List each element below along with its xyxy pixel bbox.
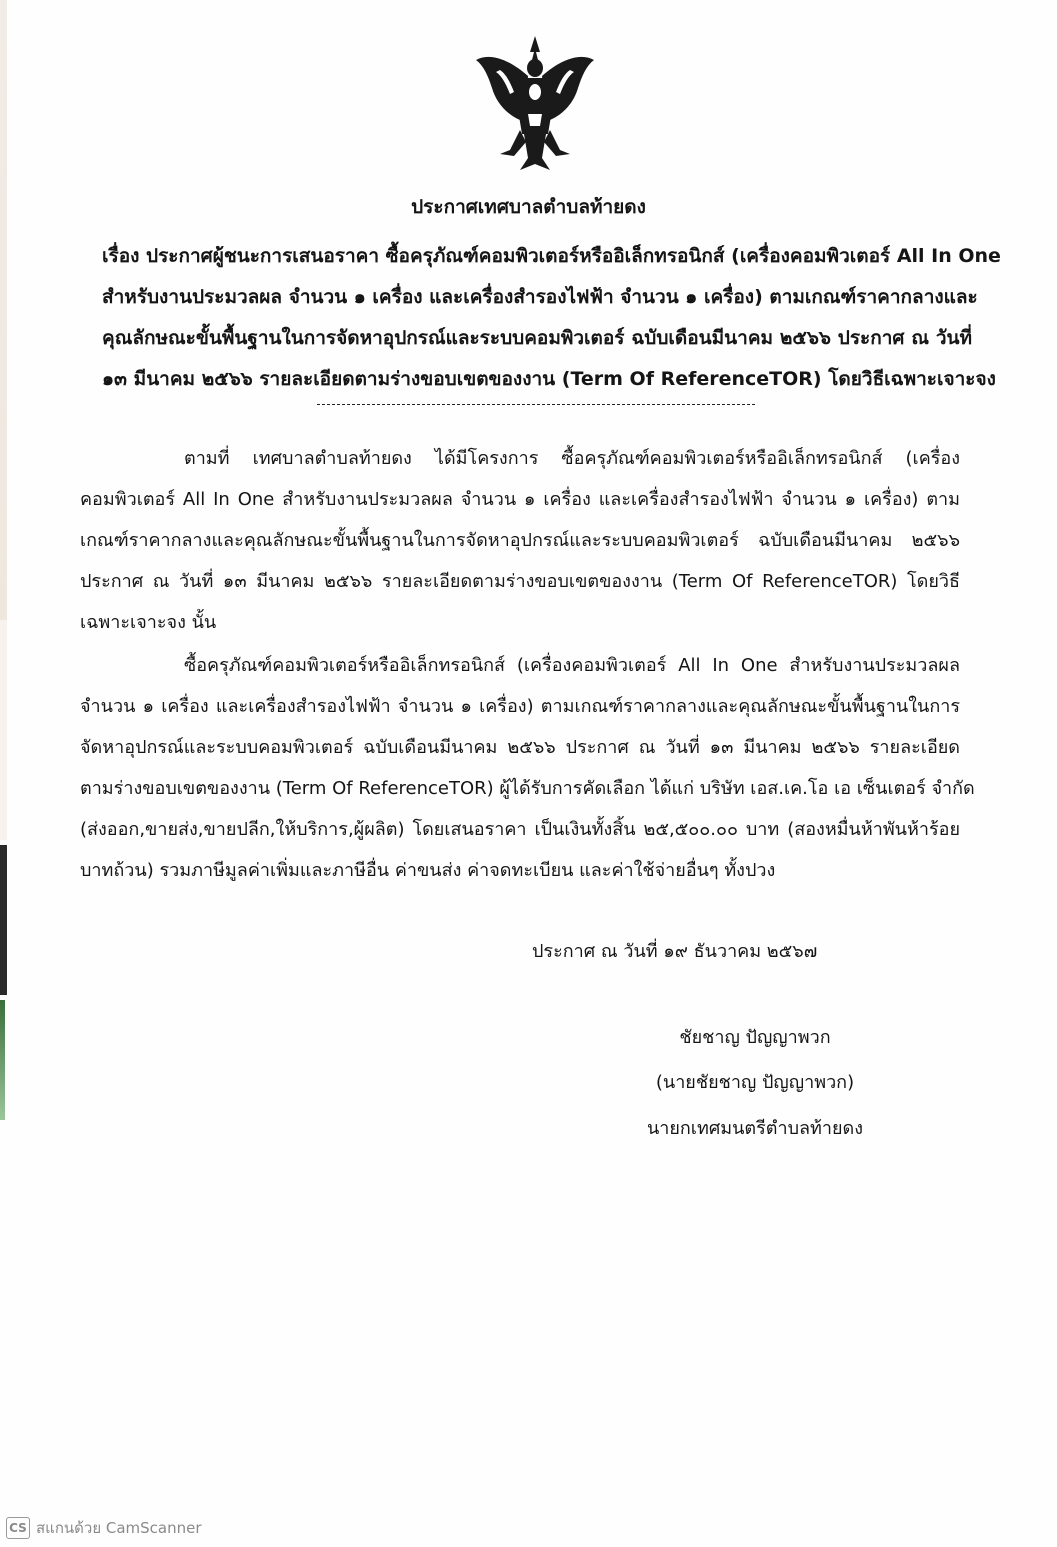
signature-full-name: (นายชัยชาญ ปัญญาพวก)	[655, 1072, 855, 1093]
document-title: ประกาศเทศบาลตำบลท้ายดง	[411, 196, 646, 218]
scan-edge-artifact	[0, 845, 7, 995]
garuda-emblem-icon	[470, 30, 600, 180]
scan-edge-artifact	[0, 620, 7, 840]
paragraph-line: ประกาศ ณ วันที่ ๑๓ มีนาคม ๒๕๖๖ รายละเอียดตามร่างขอบเขตของงาน (Term Of ReferenceTOR) โดยวิธี	[80, 571, 960, 592]
paragraph-line: ซื้อครุภัณฑ์คอมพิวเตอร์หรืออิเล็กทรอนิกส์ (เครื่องคอมพิวเตอร์ All In One สำหรับงานประมวลผล	[184, 655, 960, 676]
subject-block	[102, 236, 1001, 400]
announce-date: ประกาศ ณ วันที่ ๑๙ ธันวาคม ๒๕๖๗	[532, 941, 818, 962]
subject-line: ๑๓ มีนาคม ๒๕๖๖ รายละเอียดตามร่างขอบเขตของงาน (Term Of ReferenceTOR) โดยวิธีเฉพาะเจาะจง	[102, 368, 996, 390]
signature-position: นายกเทศมนตรีตำบลท้ายดง	[646, 1118, 864, 1139]
scan-edge-artifact	[0, 0, 7, 620]
paragraph-line: ตามที่ เทศบาลตำบลท้ายดง ได้มีโครงการ ซื้อครุภัณฑ์คอมพิวเตอร์หรืออิเล็กทรอนิกส์ (เครื่อง	[184, 448, 960, 469]
paragraph-line: เฉพาะเจาะจง นั้น	[80, 612, 217, 633]
paragraph-line: บาทถ้วน) รวมภาษีมูลค่าเพิ่มและภาษีอื่น ค่าขนส่ง ค่าจดทะเบียน และค่าใช้จ่ายอื่นๆ ทั้งปวง	[80, 860, 776, 881]
subject-line: คุณลักษณะขั้นพื้นฐานในการจัดหาอุปกรณ์และระบบคอมพิวเตอร์ ฉบับเดือนมีนาคม ๒๕๖๖ ประกาศ ณ วันที่	[102, 327, 972, 349]
subject-line: สำหรับงานประมวลผล จำนวน ๑ เครื่อง และเครื่องสำรองไฟฟ้า จำนวน ๑ เครื่อง) ตามเกณฑ์ราคากลางและ	[102, 286, 978, 308]
paragraph-line: ตามร่างขอบเขตของงาน (Term Of ReferenceTOR) ผู้ได้รับการคัดเลือก ได้แก่ บริษัท เอส.เค.โอ เอ เซ็นเตอร์ จำกัด	[80, 778, 975, 799]
body-paragraph-1	[80, 438, 960, 643]
scanner-watermark	[6, 1516, 202, 1540]
paragraph-line: (ส่งออก,ขายส่ง,ขายปลีก,ให้บริการ,ผู้ผลิต) โดยเสนอราคา เป็นเงินทั้งสิ้น ๒๕,๕๐๐.๐๐ บาท (สองหมื่นห้าพันห้าร้อย	[80, 819, 960, 840]
scan-edge-artifact	[0, 1000, 5, 1120]
paragraph-line: จัดหาอุปกรณ์และระบบคอมพิวเตอร์ ฉบับเดือนมีนาคม ๒๕๖๖ ประกาศ ณ วันที่ ๑๓ มีนาคม ๒๕๖๖ รายละเอียด	[80, 737, 960, 758]
subject-line: เรื่อง ประกาศผู้ชนะการเสนอราคา ซื้อครุภัณฑ์คอมพิวเตอร์หรืออิเล็กทรอนิกส์ (เครื่องคอมพิวเตอร์ All In One	[102, 245, 1001, 267]
signature-name: ชัยชาญ ปัญญาพวก	[679, 1027, 831, 1048]
body-paragraph-2	[80, 645, 975, 891]
paragraph-line: จำนวน ๑ เครื่อง และเครื่องสำรองไฟฟ้า จำนวน ๑ เครื่อง) ตามเกณฑ์ราคากลางและคุณลักษณะขั้นพื้นฐานในการ	[80, 696, 960, 717]
dashed-divider	[317, 404, 755, 405]
paragraph-line: คอมพิวเตอร์ All In One สำหรับงานประมวลผล จำนวน ๑ เครื่อง และเครื่องสำรองไฟฟ้า จำนวน ๑ เครื่อง) ตาม	[80, 489, 960, 510]
camscanner-icon: CS	[6, 1517, 30, 1539]
paragraph-line: เกณฑ์ราคากลางและคุณลักษณะขั้นพื้นฐานในการจัดหาอุปกรณ์และระบบคอมพิวเตอร์ ฉบับเดือนมีนาคม ๒๕๖๖	[80, 530, 960, 551]
scanner-label: สแกนด้วย CamScanner	[36, 1519, 202, 1537]
